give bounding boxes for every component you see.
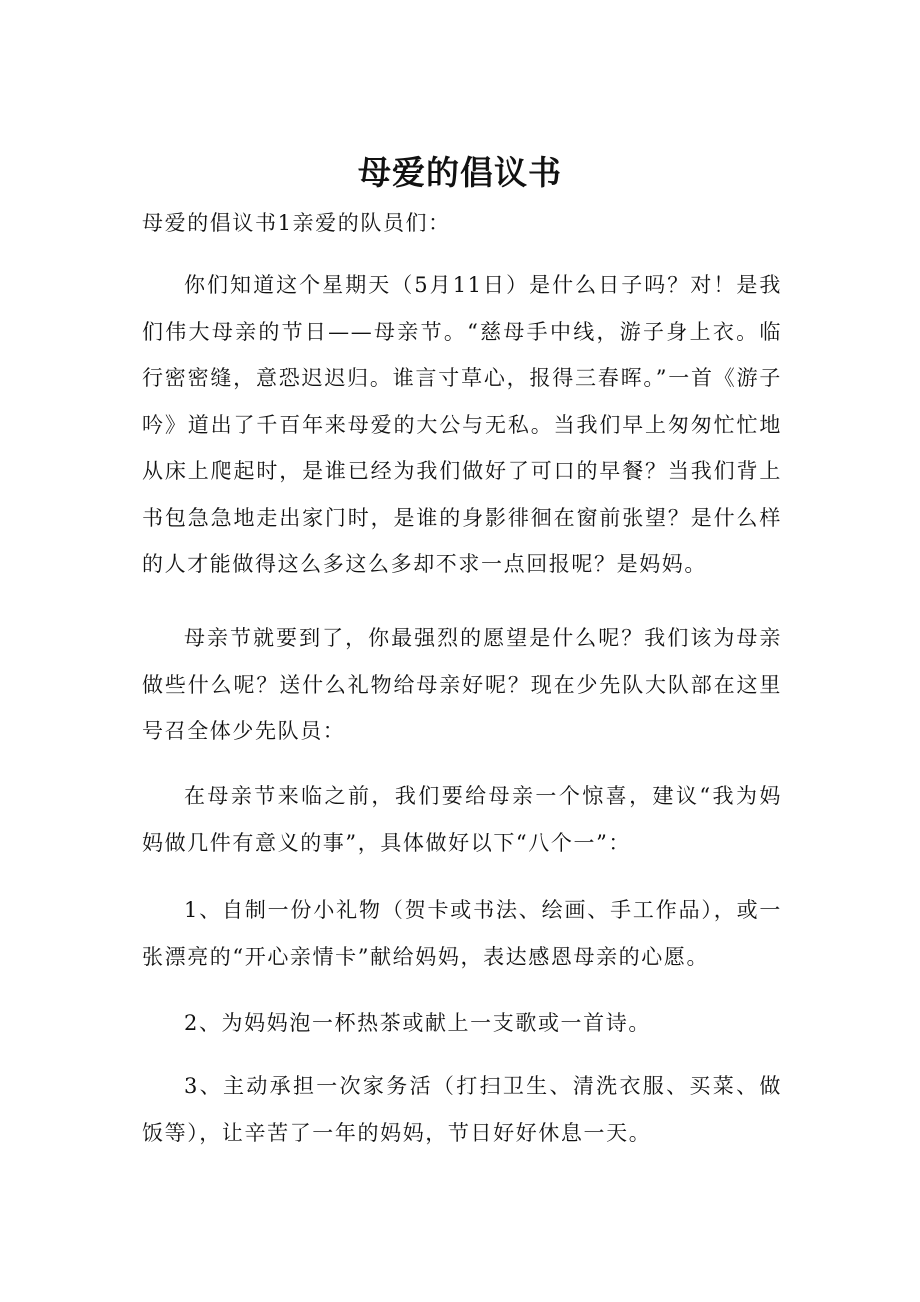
intro-paragraph: 你们知道这个星期天（5月11日）是什么日子吗？对！是我们伟大母亲的节日——母亲节。“慈母手中线，游子身上衣。临行密密缝，意恐迟迟归。谁言寸草心，报得三春晖。”一首《游子吟》道出了千百年来母爱的大公与无私。当我们早上匆匆忙忙地从床上爬起时，是谁已经为我们做好了可口的早餐？当我们背上书包急急地走出家门时，是谁的身影徘徊在窗前张望？是什么样的人才能做得这么多这么多却不求一点回报呢？是妈妈。 bbox=[142, 273, 782, 576]
list-item-2: 2、为妈妈泡一杯热茶或献上一支歌或一首诗。 bbox=[184, 1011, 651, 1035]
greeting-paragraph: 母爱的倡议书1亲爱的队员们： bbox=[142, 211, 451, 235]
proposal-paragraph: 在母亲节来临之前，我们要给母亲一个惊喜，建议“我为妈妈做几件有意义的事”，具体做好以下“八个一”： bbox=[142, 784, 782, 855]
document-title: 母爱的倡议书 bbox=[358, 153, 562, 192]
list-item-3: 3、主动承担一次家务活（打扫卫生、清洗衣服、买菜、做饭等），让辛苦了一年的妈妈，节日好好休息一天。 bbox=[142, 1074, 782, 1145]
call-paragraph: 母亲节就要到了，你最强烈的愿望是什么呢？我们该为母亲做些什么呢？送什么礼物给母亲好呢？现在少先队大队部在这里号召全体少先队员： bbox=[142, 626, 782, 743]
list-item-1: 1、自制一份小礼物（贺卡或书法、绘画、手工作品），或一张漂亮的“开心亲情卡”献给妈妈，表达感恩母亲的心愿。 bbox=[142, 898, 782, 969]
